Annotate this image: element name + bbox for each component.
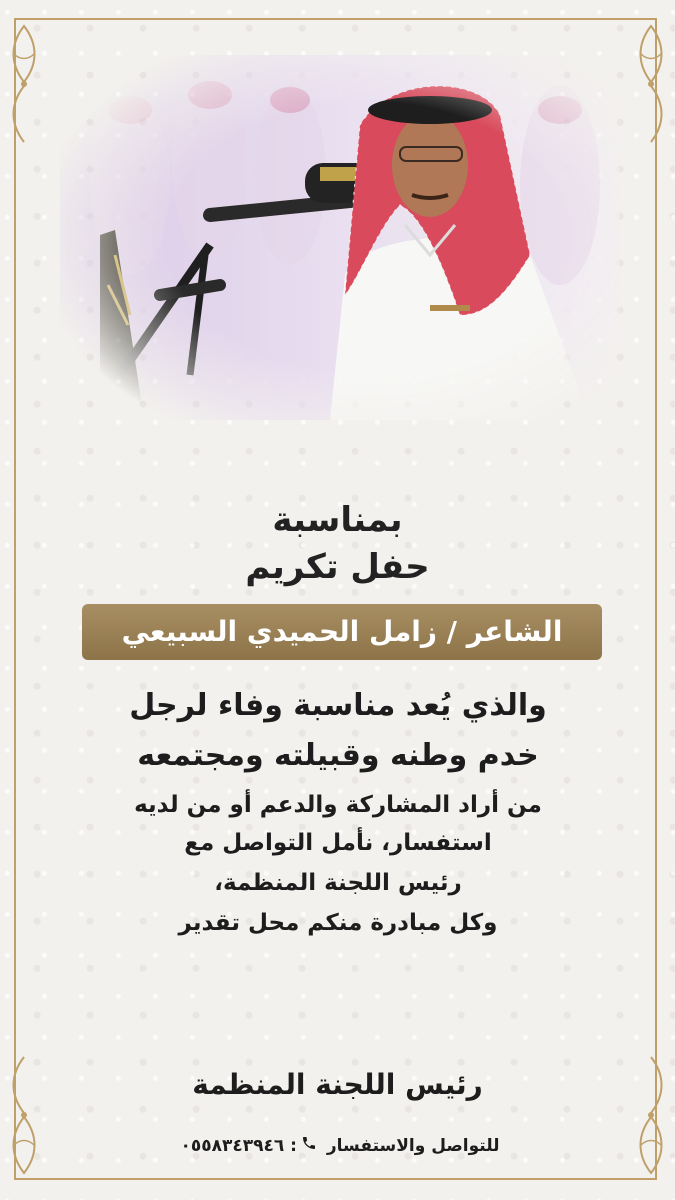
phone-number[interactable]: ٠٥٥٨٣٤٣٩٤٦: [180, 1136, 285, 1156]
corner-ornament-icon: [633, 24, 669, 144]
corner-ornament-icon: [6, 24, 42, 144]
contact-colon: :: [290, 1136, 297, 1156]
message-line: من أراد المشاركة والدعم أو من لديه: [134, 792, 542, 818]
honoree-banner: الشاعر / زامل الحميدي السبيعي: [82, 604, 602, 660]
committee-signature: رئيس اللجنة المنظمة: [192, 1068, 483, 1101]
message-line: رئيس اللجنة المنظمة،: [214, 870, 462, 896]
contact-label: للتواصل والاستفسار: [326, 1136, 500, 1156]
corner-ornament-icon: [6, 1055, 42, 1175]
message-line: استفسار، نأمل التواصل مع: [184, 830, 492, 856]
message-line: وكل مبادرة منكم محل تقدير: [178, 910, 498, 936]
occasion-heading: بمناسبة: [272, 500, 403, 540]
phone-icon: [301, 1135, 317, 1156]
message-line: والذي يُعد مناسبة وفاء لرجل: [129, 688, 547, 723]
event-heading: حفل تكريم: [245, 547, 430, 587]
corner-ornament-icon: [633, 1055, 669, 1175]
message-line: خدم وطنه وقبيلته ومجتمعه: [137, 738, 539, 773]
poet-photo: [60, 55, 620, 420]
contact-line: [130, 1135, 550, 1156]
